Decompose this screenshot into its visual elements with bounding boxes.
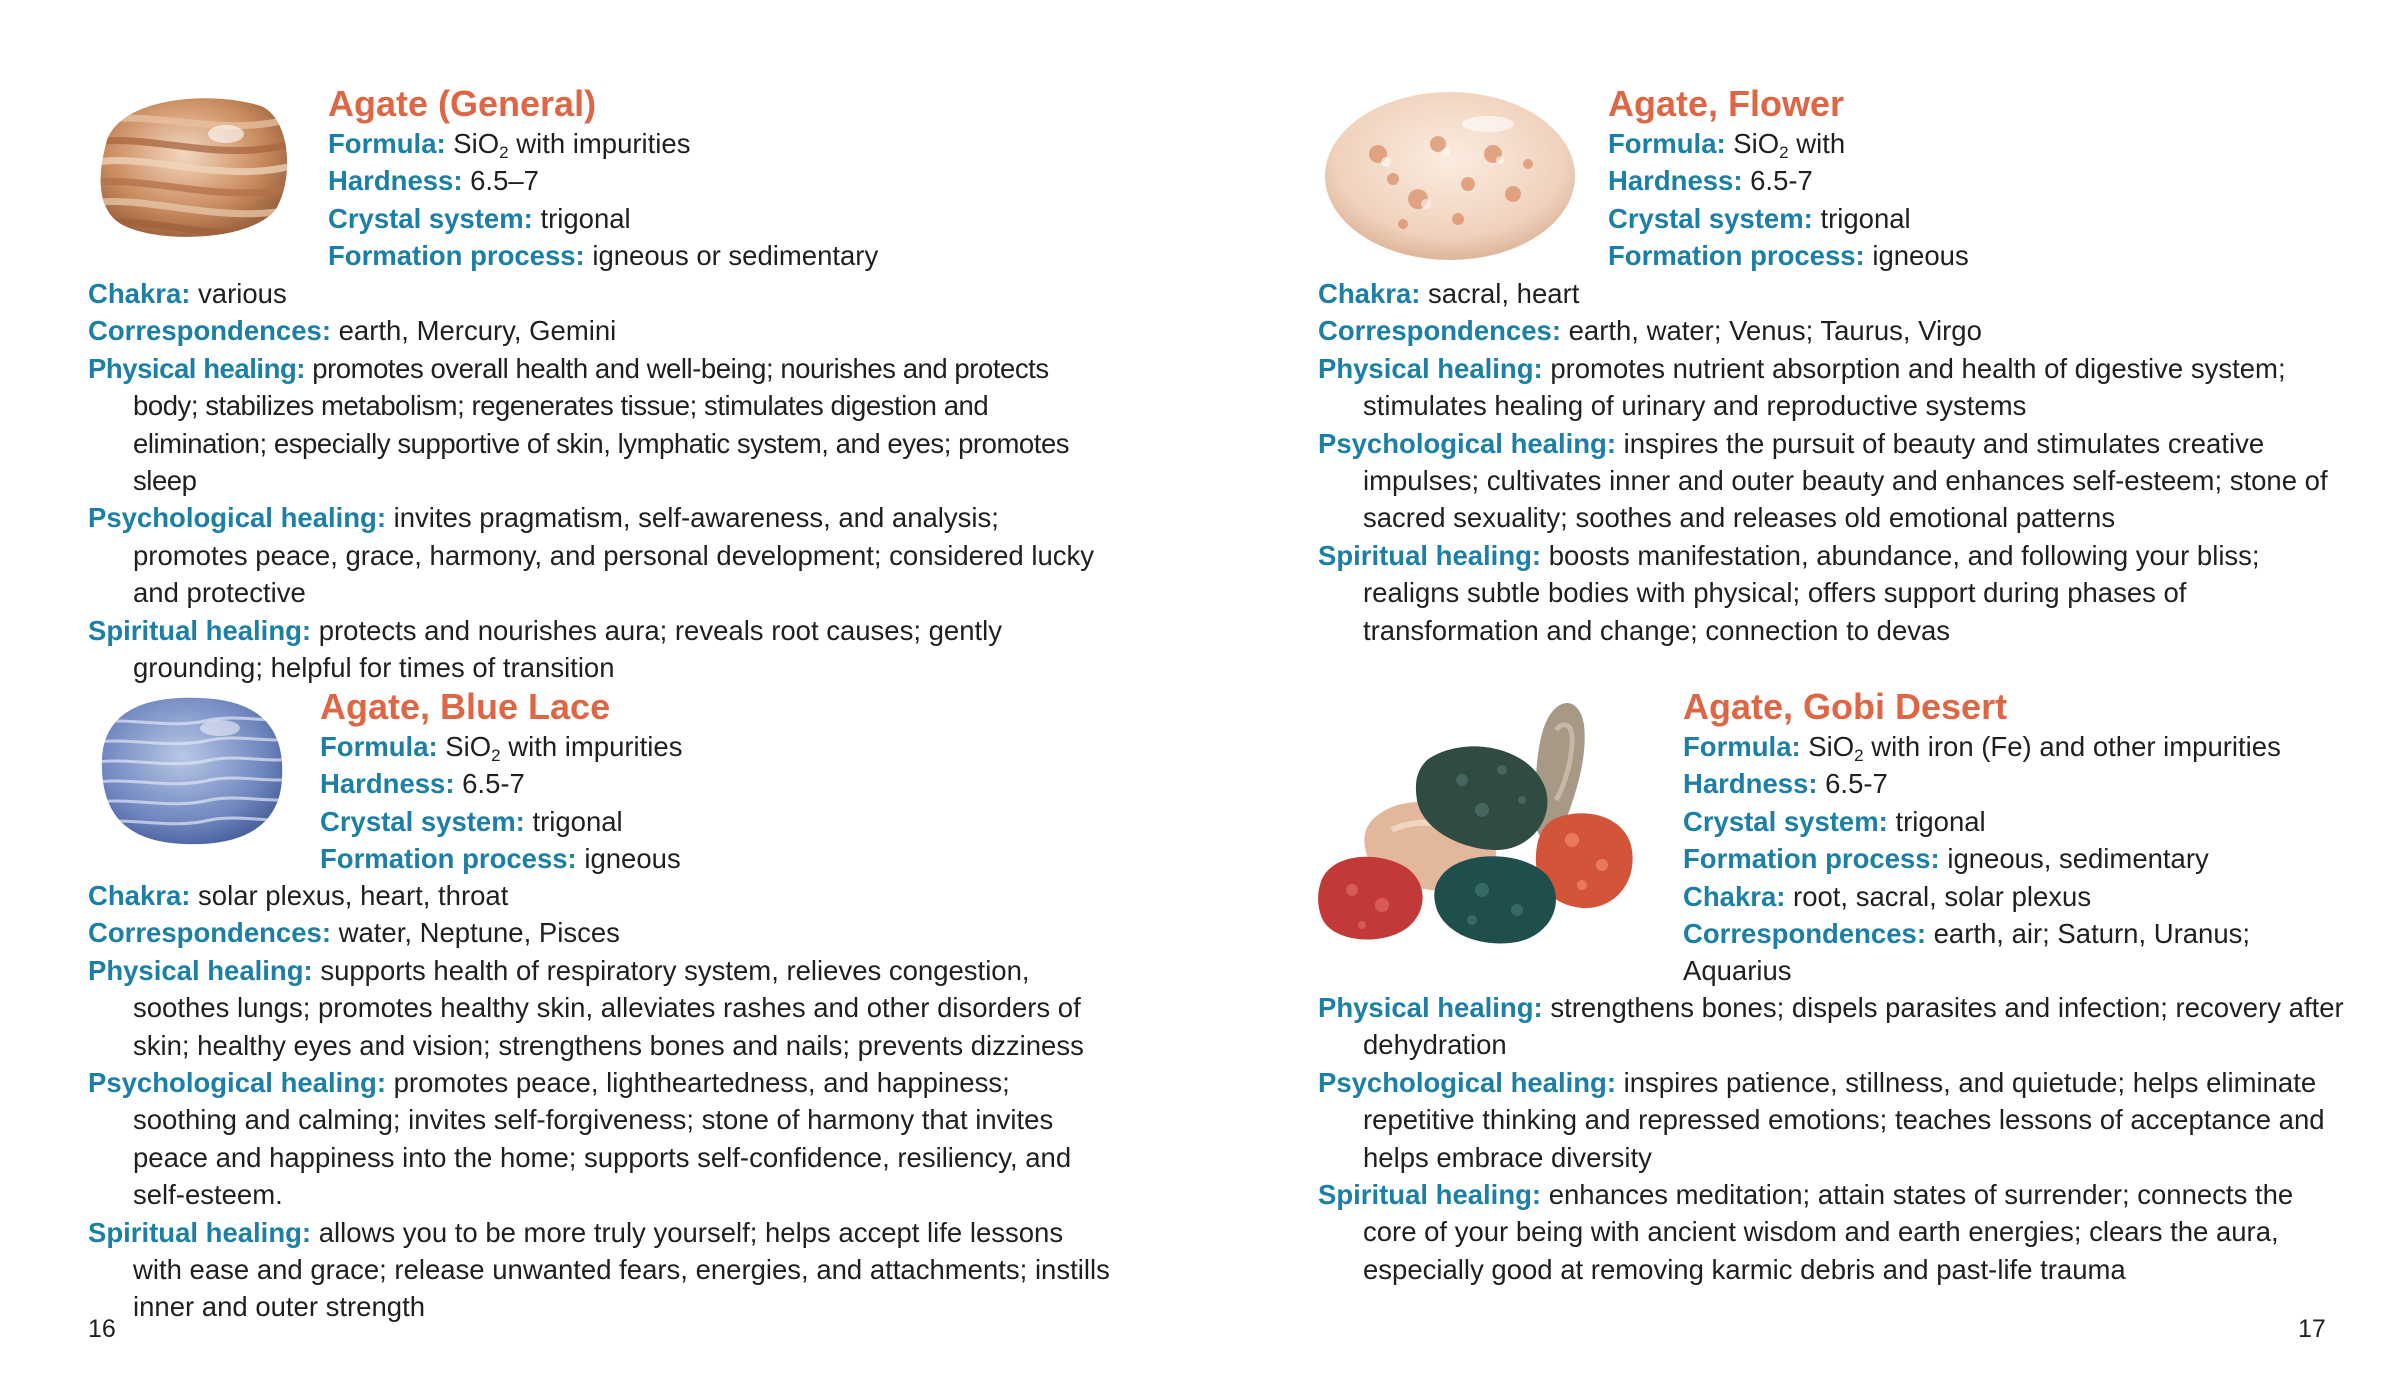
crystal-system-line [320,803,682,840]
spiritual-value: boosts manifestation, abundance, and following your bliss; realigns subtle bodies with physical; offers support during phases of transformation and change; connection to devas [1363,539,2260,646]
psychological-label: Psychological healing: [88,502,386,534]
formation-label: Formation process: [328,240,585,272]
hardness-line [320,765,682,802]
hardness-label: Hardness: [328,165,463,197]
formula-label: Formula: [1608,128,1726,159]
chakra-line [88,275,1118,312]
entry-title: Agate (General) [328,83,597,124]
psychological-healing [88,499,1118,611]
crystal-system-line [1683,803,2323,840]
psychological-label: Psychological healing: [88,1067,386,1099]
formula-label: Formula: [1683,731,1801,762]
hardness-line [1683,765,2323,802]
crystal-system-line [328,200,878,237]
formula-line [320,728,682,765]
crystal-system-label: Crystal system: [1608,202,1813,234]
hardness-line [1608,162,1969,199]
chakra-label: Chakra: [88,278,191,309]
agate-flower-image [1318,84,1582,264]
formation-line [1683,840,2323,877]
spiritual-value: enhances meditation; attain states of surrender; connects the core of your being with ancient wisdom and earth energies; clears the aura, especially good at removing karmic debris and past-life trauma [1363,1179,2294,1285]
correspondences-line [1318,312,2348,349]
correspondences-value: water, Neptune, Pisces [338,917,620,949]
page-number-right: 17 [2298,1315,2326,1343]
hardness-value: 6.5-7 [1750,165,1813,197]
agate-gobi-desert-image [1312,690,1648,960]
formation-line [1608,237,1969,274]
hardness-value: 6.5-7 [462,768,525,800]
correspondences-value: earth, air; Saturn, Uranus; Aquarius [1683,918,2251,987]
formula-label: Formula: [320,731,438,762]
hardness-line [328,162,878,199]
spiritual-healing [88,1214,1118,1326]
psychological-healing [88,1064,1118,1214]
psychological-value: inspires patience, stillness, and quietude; helps eliminate repetitive thinking and repressed emotions; teaches lessons of acceptance and helps embrace diversity [1363,1066,2325,1173]
psychological-label: Psychological healing: [1318,1066,1616,1098]
chakra-value: various [198,278,287,309]
formation-label: Formation process: [1608,240,1865,272]
agate-general-header [328,84,878,275]
spiritual-label: Spiritual healing: [88,614,312,646]
chakra-label: Chakra: [88,880,191,911]
correspondences-line [1683,915,2323,990]
formula-rest: with impurities [500,731,683,762]
chakra-value: sacral, heart [1428,278,1580,309]
chakra-line [1683,878,2323,915]
correspondences-line [88,914,1118,951]
crystal-system-value: trigonal [1895,805,1986,837]
chakra-line [88,877,1118,914]
hardness-label: Hardness: [1683,768,1818,800]
formula-line [1608,125,1969,162]
formula-base: SiO [1733,128,1780,159]
formation-value: igneous or sedimentary [592,240,879,272]
psychological-value: inspires the pursuit of beauty and stimulates creative impulses; cultivates inner and outer beauty and enhances self-esteem; stone of sacred sexuality; soothes and releases old emotional patterns [1363,427,2328,534]
formula-subscript: 2 [1854,746,1864,765]
physical-healing [88,952,1118,1064]
physical-label: Physical healing: [88,352,306,384]
spiritual-label: Spiritual healing: [1318,1179,1542,1211]
formula-label: Formula: [328,128,446,159]
formula-rest: with impurities [508,128,691,159]
physical-label: Physical healing: [1318,992,1543,1023]
physical-healing [1318,350,2348,425]
spiritual-label: Spiritual healing: [1318,539,1542,571]
physical-healing [1318,989,2348,1064]
psychological-value: promotes peace, lightheartedness, and happiness; soothing and calming; invites self-forgiveness; stone of harmony that invites peace and happiness into the home; supports self-confidence, resiliency, and self-esteem. [133,1067,1072,1211]
chakra-line [1318,275,2348,312]
formation-value: igneous, sedimentary [1947,843,2209,875]
formation-value: igneous [584,843,681,875]
physical-label: Physical healing: [1318,352,1543,384]
formula-rest: with [1788,128,1846,159]
physical-value: strengthens bones; dispels parasites and infection; recovery after dehydration [1363,992,2344,1061]
chakra-value: solar plexus, heart, throat [198,880,509,911]
agate-gobi-desert-body [1318,989,2348,1288]
spiritual-value: protects and nourishes aura; reveals root causes; gently grounding; helpful for times of transition [133,614,1003,684]
chakra-label: Chakra: [1318,278,1421,309]
physical-label: Physical healing: [88,954,313,986]
crystal-system-label: Crystal system: [320,805,525,837]
correspondences-label: Correspondences: [88,315,331,347]
hardness-label: Hardness: [1608,165,1743,197]
agate-blue-lace-body [88,877,1118,1326]
formula-base: SiO [445,731,492,762]
physical-value: supports health of respiratory system, relieves congestion, soothes lungs; promotes healthy skin, alleviates rashes and other disorders of skin; healthy eyes and vision; strengthens bones and nails; prevents dizziness [133,954,1084,1061]
spiritual-label: Spiritual healing: [88,1216,312,1248]
formula-base: SiO [453,128,500,159]
chakra-label: Chakra: [1683,880,1786,912]
agate-flower-header [1608,84,1969,275]
spiritual-healing [1318,537,2348,649]
crystal-system-label: Crystal system: [328,202,533,234]
crystal-system-value: trigonal [1820,202,1911,234]
spiritual-healing [88,612,1118,687]
physical-value: promotes overall health and well-being; nourishes and protects body; stabilizes metabolism; regenerates tissue; stimulates digestion and elimination; especially supportive of skin, lymphatic system, and eyes; promotes sleep [133,352,1070,497]
crystal-system-label: Crystal system: [1683,805,1888,837]
entry-title: Agate, Blue Lace [320,686,611,727]
agate-general-image [86,84,296,244]
correspondences-label: Correspondences: [1318,315,1561,347]
psychological-value: invites pragmatism, self-awareness, and analysis; promotes peace, grace, harmony, and personal development; considered lucky and protective [133,502,1095,609]
correspondences-value: earth, water; Venus; Taurus, Virgo [1568,315,1982,347]
correspondences-label: Correspondences: [88,917,331,949]
hardness-value: 6.5–7 [470,165,539,197]
physical-healing [88,350,1118,500]
spiritual-value: allows you to be more truly yourself; helps accept life lessons with ease and grace; release unwanted fears, energies, and attachments; instills inner and outer strength [133,1216,1110,1323]
formation-value: igneous [1872,240,1969,272]
crystal-system-line [1608,200,1969,237]
crystal-system-value: trigonal [532,805,623,837]
formula-subscript: 2 [499,143,509,162]
psychological-healing [1318,425,2348,537]
hardness-label: Hardness: [320,768,455,800]
formula-line [328,125,878,162]
physical-value: promotes nutrient absorption and health of digestive system; stimulates healing of urinary and reproductive systems [1363,352,2286,422]
formation-label: Formation process: [1683,843,1940,875]
formula-base: SiO [1808,731,1855,762]
formula-subscript: 2 [1779,143,1789,162]
page-number-left: 16 [88,1315,116,1343]
formula-line [1683,728,2323,765]
formation-line [320,840,682,877]
psychological-healing [1318,1064,2348,1176]
spiritual-healing [1318,1176,2348,1288]
agate-blue-lace-image [90,688,290,848]
agate-gobi-desert-header [1683,687,2323,990]
psychological-label: Psychological healing: [1318,427,1616,459]
agate-blue-lace-header [320,687,682,878]
entry-title: Agate, Flower [1608,83,1845,124]
chakra-value: root, sacral, solar plexus [1793,880,2092,912]
correspondences-value: earth, Mercury, Gemini [338,315,617,347]
formation-label: Formation process: [320,843,577,875]
hardness-value: 6.5-7 [1825,768,1888,800]
agate-general-body [88,275,1118,686]
agate-flower-body [1318,275,2348,649]
entry-title: Agate, Gobi Desert [1683,686,2008,727]
correspondences-label: Correspondences: [1683,918,1926,950]
formation-line [328,237,878,274]
crystal-system-value: trigonal [540,202,631,234]
formula-subscript: 2 [491,746,501,765]
formula-rest: with iron (Fe) and other impurities [1863,731,2281,762]
correspondences-line [88,312,1118,349]
